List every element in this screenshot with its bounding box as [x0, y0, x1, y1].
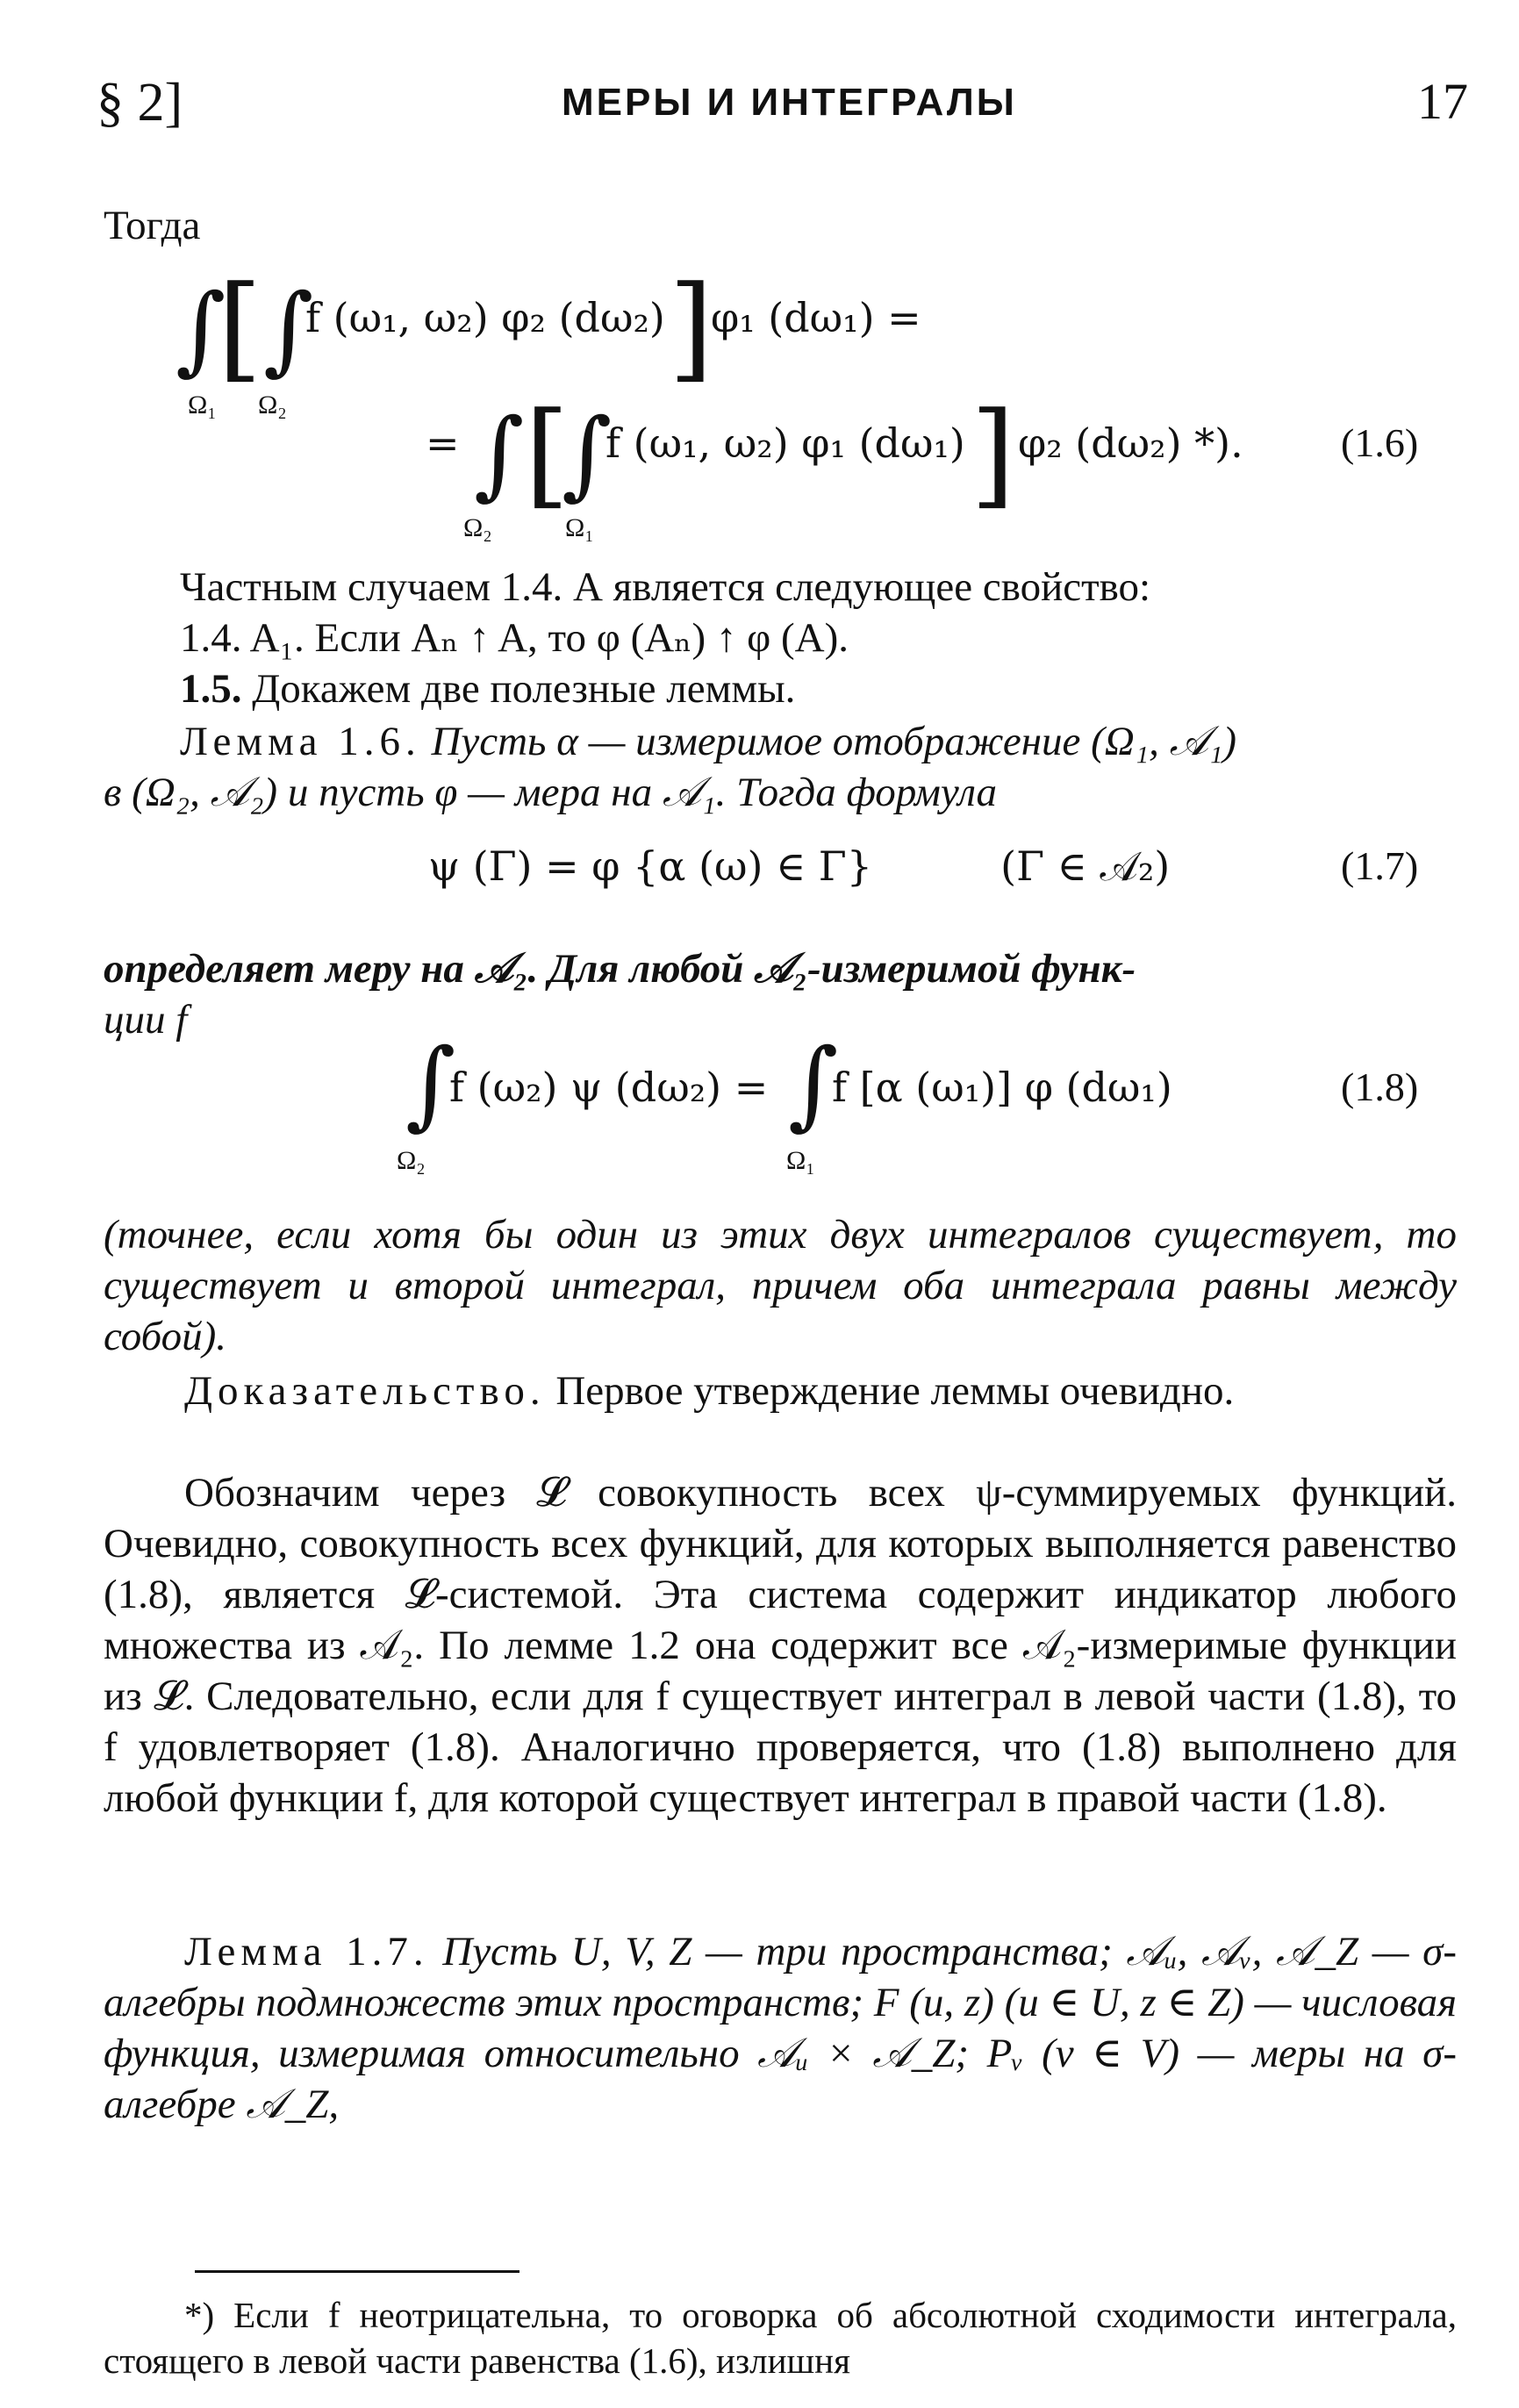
left-bracket: [: [525, 387, 570, 520]
footnote-rule: [195, 2270, 519, 2273]
lemma-text-cont: ции f: [104, 997, 188, 1043]
property-a1: 1.4. A₁. Если Aₙ ↑ A, то φ (Aₙ) ↑ φ (A).: [180, 615, 849, 661]
right-bracket: ]: [971, 387, 1015, 520]
integral-sign: ∫: [474, 398, 525, 510]
equation-number: (1.6): [1341, 420, 1419, 465]
equation-number: (1.8): [1341, 1064, 1419, 1109]
proof-text: Первое утверждение леммы очевидно.: [555, 1368, 1235, 1414]
lemma-label: Лемма 1.7.: [184, 1929, 429, 1974]
eq18-right: f [α (ω₁)] φ (dω₁): [832, 1064, 1172, 1111]
proof-label: Доказательство.: [184, 1368, 546, 1414]
eq16-line1-right: φ₁ (dω₁) =: [711, 294, 921, 341]
running-title: МЕРЫ И ИНТЕГРАЛЫ: [562, 81, 1017, 124]
equation-number: (1.7): [1341, 843, 1419, 888]
section-number: § 2]: [97, 73, 183, 133]
integral-sign: ∫: [176, 273, 226, 385]
subscript-omega1: Ω₁: [565, 513, 594, 542]
lemma-label: Лемма 1.6.: [180, 719, 421, 764]
lemma-text-cont: в (Ω₂, 𝒜₂) и пусть φ — мера на 𝒜₁. Тогда формула: [104, 770, 998, 815]
paragraph-proof: [104, 1365, 1457, 1416]
eq16-line2-eq: =: [426, 419, 460, 467]
page-number: 17: [1417, 73, 1468, 130]
right-bracket: ]: [669, 261, 713, 394]
left-bracket: [: [218, 261, 262, 394]
subscript-omega2: Ω₂: [463, 513, 492, 542]
integral-sign: ∫: [788, 1028, 839, 1140]
lemma-1-7: [104, 1926, 1457, 2130]
eq16-line2-inner: f (ω₁, ω₂) φ₁ (dω₁): [605, 419, 965, 467]
equation-1-7: ψ (Γ) = φ {α (ω) ∈ Γ} (Γ ∈ 𝒜₂): [428, 842, 1171, 890]
text-togda: Тогда: [104, 203, 201, 248]
eq18-left: f (ω₂) ψ (dω₂) =: [449, 1064, 769, 1111]
integral-sign: ∫: [405, 1028, 456, 1140]
subscript-omega1: Ω₁: [188, 391, 217, 419]
eq16-line1-inner: f (ω₁, ω₂) φ₂ (dω₂): [305, 294, 665, 341]
subscript-omega1: Ω₁: [786, 1146, 815, 1175]
lemma-1-6: [180, 716, 1236, 767]
paragraph-exact: (точнее, если хотя бы один из этих двух интегралов существует, то существует и второй интеграл, причем оба интеграла равны между собой).: [104, 1212, 1457, 1359]
integral-sign: ∫: [562, 398, 613, 510]
eq16-line2-right: φ₂ (dω₂) *).: [1018, 419, 1243, 467]
paragraph-denote: Обозначим через 𝓛 совокупность всех ψ-суммируемых функций. Очевидно, совокупность всех функций, для которых выполняется равенство (1.8), является 𝓛-системой. Эта система содержит индикатор любого множества из 𝒜₂. По лемме 1.2 она содержит все 𝒜₂-измеримые функции из 𝓛. Следовательно, если для f существует интеграл в левой части (1.8), то f удовлетворяет (1.8). Аналогично проверяется, что (1.8) выполнено для любой функции f, для которой существует интеграл в правой части (1.8).: [104, 1470, 1457, 1821]
lemma-text-cont: определяет меру на 𝒜₂. Для любой 𝒜₂-измеримой функ-: [104, 946, 1136, 992]
paragraph-text: Докажем две полезные леммы.: [252, 666, 796, 712]
footnote: *) Если f неотрицательна, то оговорка об абсолютной сходимости интеграла, стоящего в левой части равенства (1.6), излишня: [104, 2295, 1457, 2381]
subscript-omega2: Ω₂: [258, 391, 287, 419]
lemma-text: Пусть U, V, Z — три пространства; 𝒜ᵤ, 𝒜ᵥ, 𝒜_Z — σ-алгебры подмножеств этих пространств; F (u, z) (u ∈ U, z ∈ Z) — числовая функция, измеримая относительно 𝒜ᵤ × 𝒜_Z; Pᵥ (v ∈ V) — меры на σ-алгебре 𝒜_Z,: [104, 1929, 1458, 2127]
integral-sign: ∫: [263, 273, 314, 385]
paragraph-lemmas: [180, 663, 795, 714]
lemma-text: Пусть α — измеримое отображение (Ω₁, 𝒜₁): [431, 719, 1237, 764]
paragraph-special-case: Частным случаем 1.4. А является следующее свойство:: [180, 564, 1151, 610]
section-number: 1.5.: [180, 666, 242, 712]
subscript-omega2: Ω₂: [397, 1146, 426, 1175]
